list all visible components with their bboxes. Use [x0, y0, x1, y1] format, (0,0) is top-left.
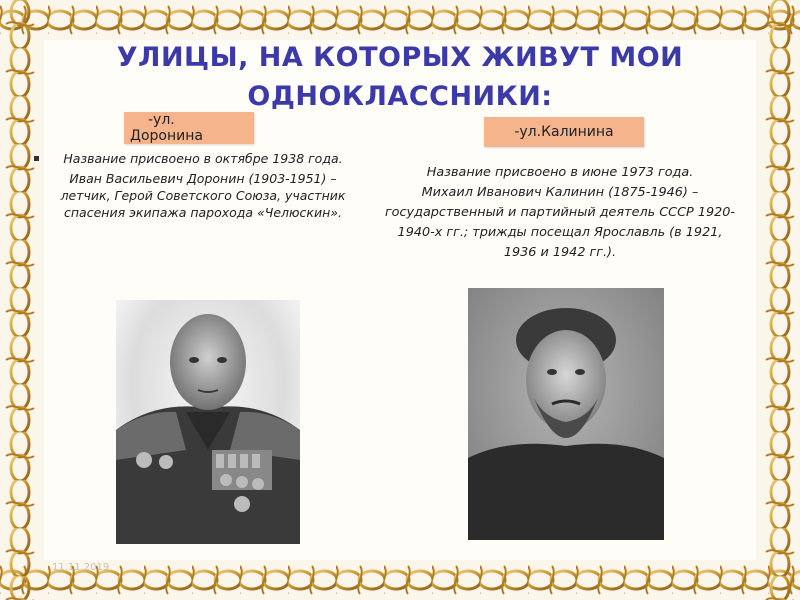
bullet-icon	[34, 156, 39, 161]
street-label-name: Доронина	[130, 128, 203, 144]
doronina-description	[58, 150, 348, 221]
street-label-doronina	[124, 112, 254, 144]
slide-title: УЛИЦЫ, НА КОТОРЫХ ЖИВУТ МОИ ОДНОКЛАССНИКИ:	[116, 42, 684, 112]
footer-date: 11.11.2019	[52, 562, 110, 573]
kalinina-description	[380, 163, 740, 263]
portrait-doronin	[116, 300, 300, 544]
kalinina-biography: Михаил Иванович Калинин (1875-1946) – государственный и партийный деятель СССР 1920-1940-х гг.; трижды посещал Ярославль (в 1921, 1936 и 1942 гг.).	[384, 185, 736, 260]
street-label-kalinina: -ул.Калинина	[484, 117, 644, 147]
kalinina-naming-date: Название присвоено в июне 1973 года.	[426, 165, 694, 180]
portrait-kalinin	[468, 288, 664, 540]
doronina-biography: Иван Васильевич Доронин (1903-1951) – летчик, Герой Советского Союза, участник спасения экипажа парохода «Челюскин».	[60, 171, 346, 220]
doronina-naming-date: Название присвоено в октябре 1938 года.	[63, 151, 343, 166]
street-label-prefix: -ул.	[148, 112, 175, 128]
